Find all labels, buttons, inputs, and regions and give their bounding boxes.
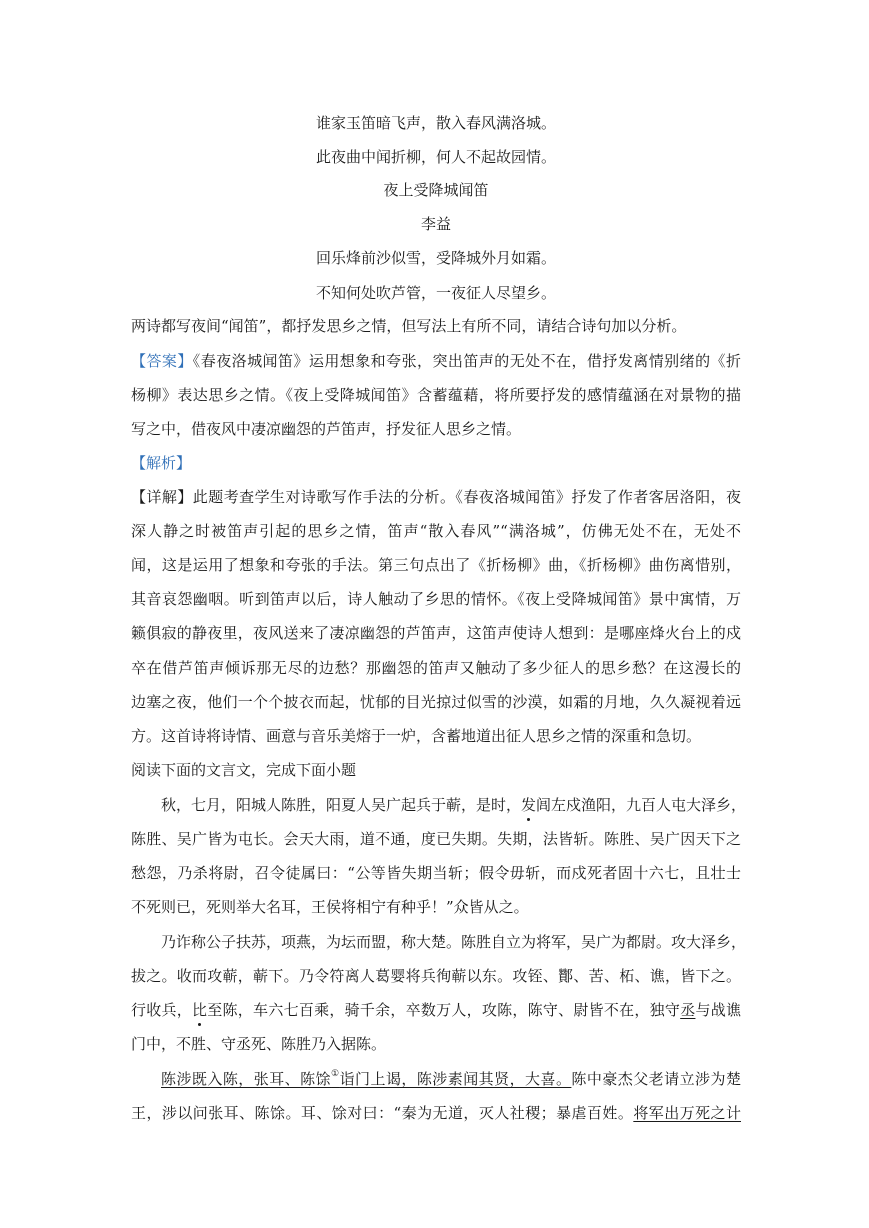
detail-line-6: 卒在借芦笛声倾诉那无尽的边愁？那幽怨的笛声又触动了多少征人的思乡愁？在这漫长的 — [131, 659, 741, 677]
detail-line-1: 【详解】此题考查学生对诗歌写作手法的分析。《春夜洛城闻笛》抒发了作者客居洛阳，夜 — [131, 488, 741, 506]
poem2-line1: 回乐烽前沙似雪，受降城外月如霜。 — [315, 249, 556, 267]
underlined-sentence-1: 陈涉既入陈，张耳、陈馀①诣门上谒，陈涉素闻其贤，大喜。 — [161, 1069, 572, 1088]
passage-p3-line-1: 陈涉既入陈，张耳、陈馀①诣门上谒，陈涉素闻其贤，大喜。陈中豪杰父老请立涉为楚 — [161, 1069, 741, 1088]
passage-p1-line-2: 陈胜、吴广皆为屯长。会天大雨，道不通，度已失期。失期，法皆斩。陈胜、吴广因天下之 — [131, 830, 741, 848]
detail-tag: 【详解】 — [131, 488, 193, 506]
answer-line-3: 写之中，借夜风中凄凉幽怨的芦笛声，抒发征人思乡之情。 — [131, 420, 522, 438]
emphasis-dot-char: 比 — [192, 1001, 208, 1019]
detail-line-8: 方。这首诗将诗情、画意与音乐美熔于一炉，含蓄地道出征人思乡之情的深重和急切。 — [131, 727, 702, 745]
detail-line-7: 边塞之夜，他们一个个披衣而起，忧郁的目光掠过似雪的沙漠，如霜的月地，久久凝视着远 — [131, 693, 741, 711]
analysis-tag: 【解析】 — [131, 454, 192, 472]
answer-line-2: 杨柳》表达思乡之情。《夜上受降城闻笛》含蓄蕴藉，将所要抒发的感情蕴涵在对景物的描 — [131, 386, 741, 404]
poem1-line3: 谁家玉笛暗飞声，散入春风满洛城。 — [315, 114, 556, 132]
passage-p1-line-1: 秋，七月，阳城人陈胜，阳夏人吴广起兵于蕲，是时，发闾左戍渔阳，九百人屯大泽乡， — [161, 796, 747, 814]
detail-line-4: 其音哀怨幽咽。听到笛声以后，诗人触动了乡思的情怀。《夜上受降城闻笛》景中寓情，万 — [131, 590, 741, 608]
passage-p1-line-4: 不死则已，死则举大名耳，王侯将相宁有种乎！”众皆从之。 — [131, 898, 529, 916]
detail-line-3: 闻，这是运用了想象和夸张的手法。第三句点出了《折杨柳》曲，《折杨柳》曲伤离惜别， — [131, 556, 741, 574]
question-text: 两诗都写夜间“闻笛”，都抒发思乡之情，但写法上有所不同，请结合诗句加以分析。 — [131, 317, 687, 335]
poem2-author: 李益 — [420, 215, 451, 233]
footnote-marker: ① — [331, 1069, 340, 1079]
passage-p2-line-2: 拔之。收而攻蕲，蕲下。乃令符离人葛婴将兵徇蕲以东。攻铚、酇、苦、柘、谯，皆下之。 — [131, 967, 741, 985]
poem2-line2: 不知何处吹芦管，一夜征人尽望乡。 — [315, 284, 556, 302]
detail-line-2: 深人静之时被笛声引起的思乡之情，笛声“散入春风”“满洛城”，仿佛无处不在，无处不 — [131, 522, 741, 540]
passage-p2-line-1: 乃诈称公子扶苏，项燕，为坛而盟，称大楚。陈胜自立为将军，吴广为都尉。攻大泽乡， — [161, 933, 747, 951]
passage-p2-line-3: 行收兵，比至陈，车六七百乘，骑千余，卒数万人，攻陈，陈守、尉皆不在，独守丞与战谯 — [131, 1001, 741, 1019]
underlined-char: 丞 — [680, 1001, 696, 1019]
emphasis-dot-char: 发 — [521, 796, 537, 814]
answer-line-1: 【答案】《春夜洛城闻笛》运用想象和夸张，突出笛声的无处不在，借抒发离情别绪的《折 — [131, 352, 741, 370]
underlined-sentence-2: 将军出万死之计 — [633, 1104, 741, 1122]
answer-tag: 【答案】 — [131, 352, 193, 370]
passage-p3-line-2: 王，涉以问张耳、陈馀。耳、馀对曰：“秦为无道，灭人社稷；暴虐百姓。将军出万死之计 — [131, 1104, 741, 1122]
reading-intro: 阅读下面的文言文，完成下面小题 — [131, 761, 357, 779]
poem2-title: 夜上受降城闻笛 — [383, 181, 489, 199]
poem1-line4: 此夜曲中闻折柳，何人不起故园情。 — [315, 148, 556, 166]
passage-p1-line-3: 愁怨，乃杀将尉，召令徒属曰：“公等皆失期当斩；假令毋斩，而戍死者固十六七，且壮士 — [131, 864, 741, 882]
passage-p2-line-4: 门中，不胜、守丞死、陈胜乃入据陈。 — [131, 1035, 387, 1053]
detail-line-5: 籁俱寂的静夜里，夜风送来了凄凉幽怨的芦笛声，这笛声使诗人想到：是哪座烽火台上的戍 — [131, 624, 741, 642]
